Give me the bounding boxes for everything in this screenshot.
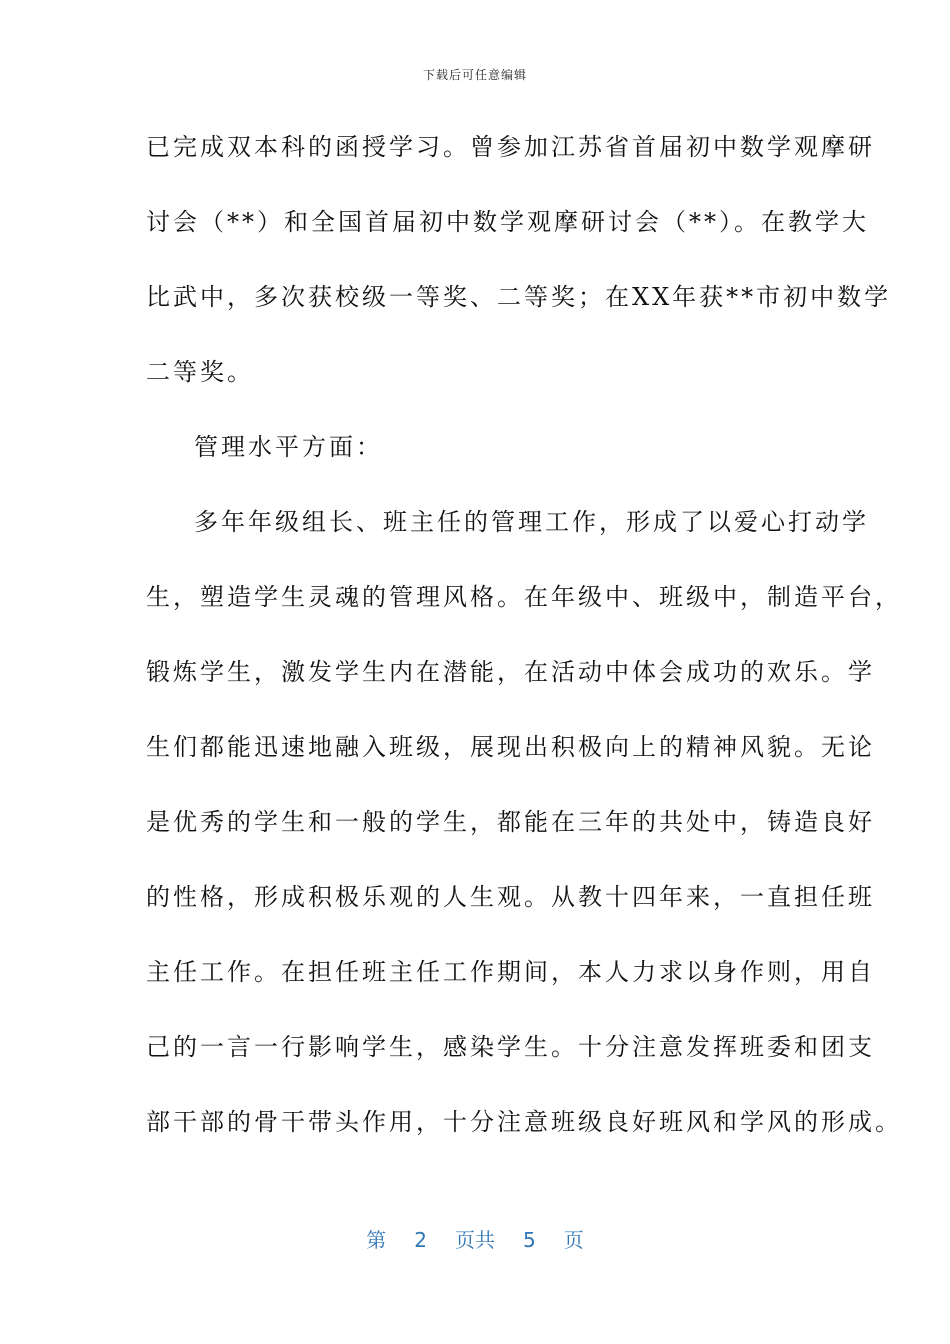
body-line-13: 己的一言一行影响学生，感染学生。十分注意发挥班委和团支	[146, 1033, 875, 1061]
footer-suffix: 页	[563, 1228, 584, 1252]
section-heading: 管理水平方面：	[194, 433, 383, 461]
page-footer	[0, 1224, 950, 1253]
body-line-11: 的性格，形成积极乐观的人生观。从教十四年来，一直担任班	[146, 883, 875, 911]
body-line-4: 二等奖。	[146, 358, 254, 386]
body-line-12: 主任工作。在担任班主任工作期间，本人力求以身作则，用自	[146, 958, 875, 986]
footer-current-page: 2	[414, 1228, 427, 1252]
body-line-10: 是优秀的学生和一般的学生，都能在三年的共处中，铸造良好	[146, 808, 875, 836]
body-line-3: 比武中，多次获校级一等奖、二等奖；在XX年获**市初中数学	[146, 283, 892, 311]
body-line-6: 多年年级组长、班主任的管理工作，形成了以爱心打动学	[194, 508, 869, 536]
header-note: 下载后可任意编辑	[422, 68, 527, 82]
document-body	[146, 122, 902, 1172]
footer-prefix: 第	[366, 1228, 387, 1252]
body-line-1: 已完成双本科的函授学习。曾参加江苏省首届初中数学观摩研	[146, 133, 875, 161]
footer-total-pages: 5	[523, 1228, 536, 1252]
body-line-14: 部干部的骨干带头作用，十分注意班级良好班风和学风的形成。	[146, 1108, 902, 1136]
footer-middle: 页共	[455, 1228, 495, 1252]
body-line-2: 讨会（**）和全国首届初中数学观摩研讨会（**）。在教学大	[146, 208, 869, 236]
body-line-7: 生，塑造学生灵魂的管理风格。在年级中、班级中，制造平台，	[146, 583, 902, 611]
body-line-8: 锻炼学生，激发学生内在潜能，在活动中体会成功的欢乐。学	[146, 658, 875, 686]
body-line-9: 生们都能迅速地融入班级，展现出积极向上的精神风貌。无论	[146, 733, 875, 761]
